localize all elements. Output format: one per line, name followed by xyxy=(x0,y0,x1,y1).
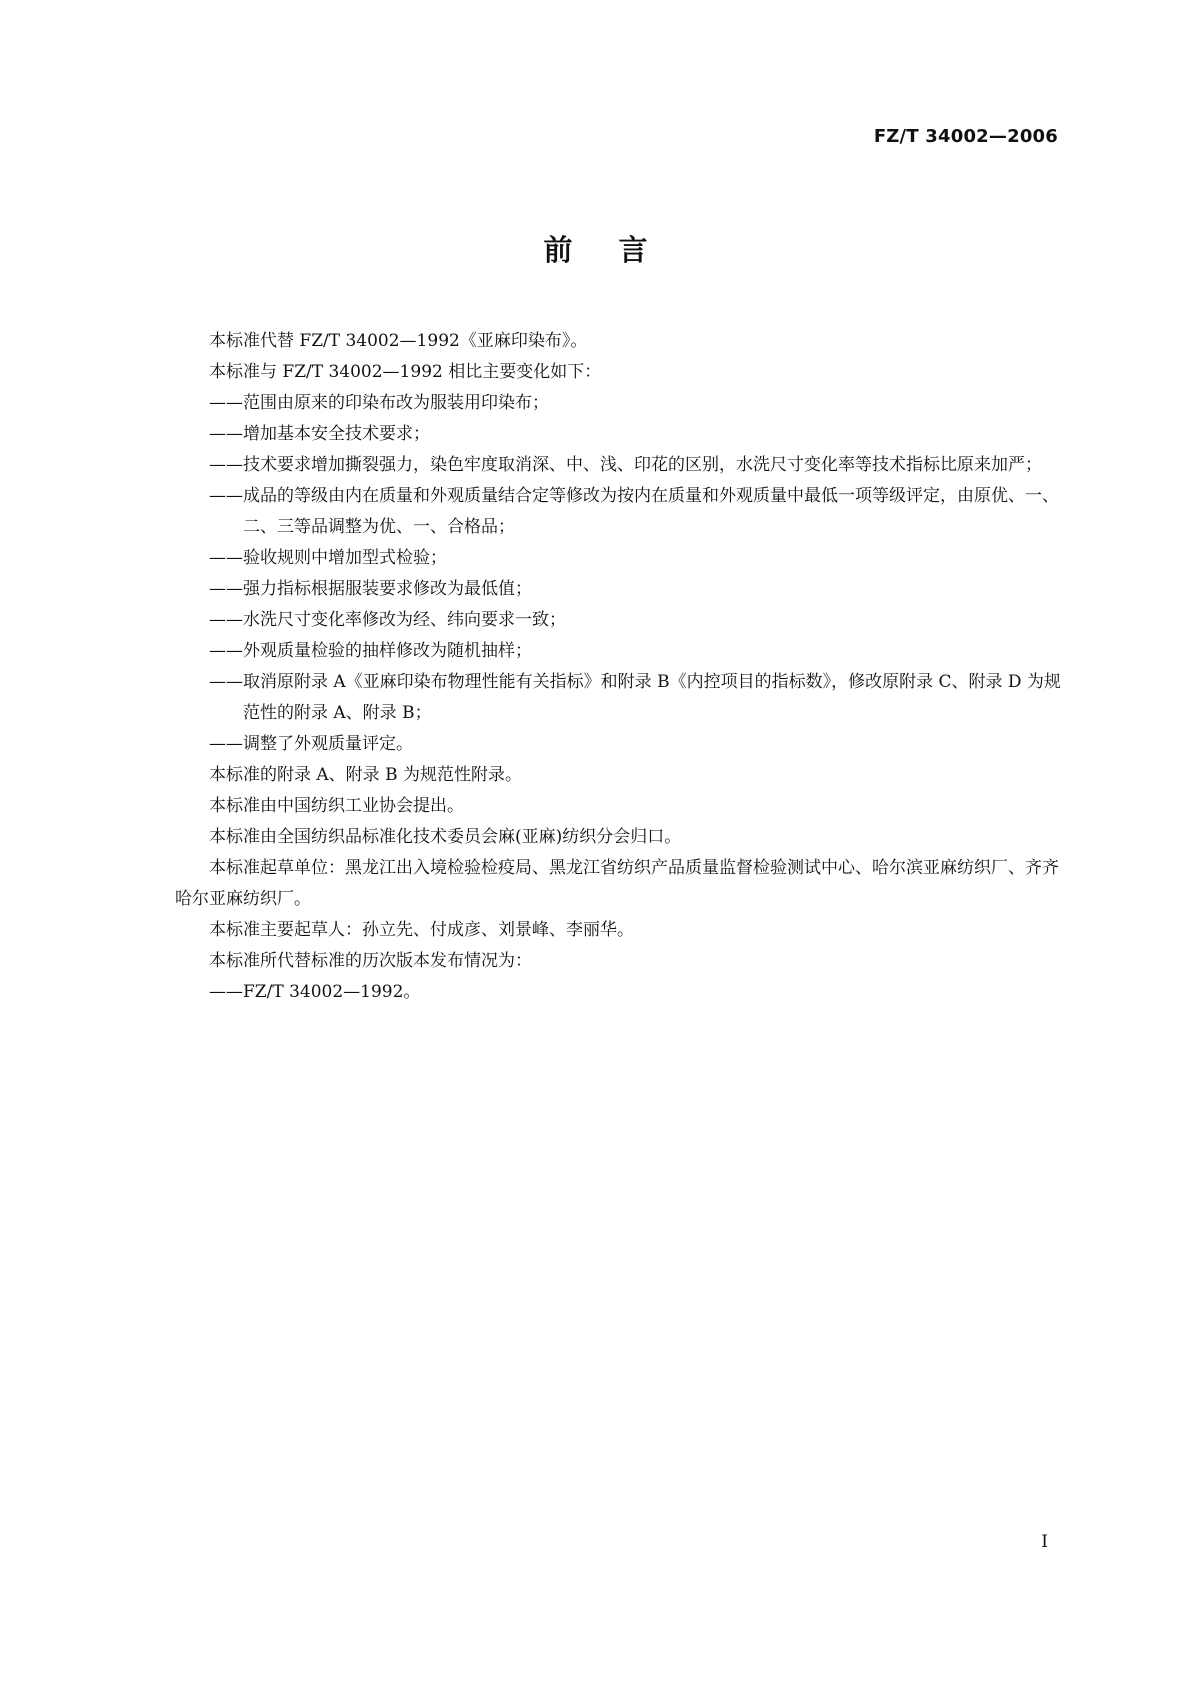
change-item-technical: ——技术要求增加撕裂强力，染色牢度取消深、中、浅、印花的区别，水洗尺寸变化率等技术指标比原来加严； xyxy=(209,455,1042,475)
change-item-wash: ——水洗尺寸变化率修改为经、纬向要求一致； xyxy=(209,610,566,630)
page-title: 前言 xyxy=(543,233,694,267)
paragraph-drafters: 本标准主要起草人：孙立先、付成彦、刘景峰、李丽华。 xyxy=(209,920,634,940)
change-item-scope: ——范围由原来的印染布改为服装用印染布； xyxy=(209,393,549,413)
history-item: ——FZ/T 34002—1992。 xyxy=(209,982,421,1002)
paragraph-proposer: 本标准由中国纺织工业协会提出。 xyxy=(209,796,464,816)
change-item-strength: ——强力指标根据服装要求修改为最低值； xyxy=(209,579,532,599)
page-number: I xyxy=(1041,1532,1048,1552)
change-item-type-test: ——验收规则中增加型式检验； xyxy=(209,548,447,568)
paragraph-committee: 本标准由全国纺织品标准化技术委员会麻(亚麻)纺织分会归口。 xyxy=(209,827,682,847)
change-item-appearance: ——调整了外观质量评定。 xyxy=(209,734,413,754)
paragraph-history-intro: 本标准所代替标准的历次版本发布情况为： xyxy=(209,951,532,971)
change-item-annex: ——取消原附录 A《亚麻印染布物理性能有关指标》和附录 B《内控项目的指标数》，修改原附录 C、附录 D 为规范性的附录 A、附录 B； xyxy=(209,672,1061,723)
change-item-safety: ——增加基本安全技术要求； xyxy=(209,424,430,444)
foreword-body xyxy=(175,326,1065,1008)
paragraph-annex-status: 本标准的附录 A、附录 B 为规范性附录。 xyxy=(209,765,522,785)
change-item-sampling: ——外观质量检验的抽样修改为随机抽样； xyxy=(209,641,532,661)
paragraph-changes-intro: 本标准与 FZ/T 34002—1992 相比主要变化如下： xyxy=(209,362,602,382)
document-code: FZ/T 34002—2006 xyxy=(873,126,1058,147)
paragraph-drafting-units: 本标准起草单位：黑龙江出入境检验检疫局、黑龙江省纺织产品质量监督检验测试中心、哈尔滨亚麻纺织厂、齐齐哈尔亚麻纺织厂。 xyxy=(175,858,1059,909)
change-item-grading: ——成品的等级由内在质量和外观质量结合定等修改为按内在质量和外观质量中最低一项等级评定，由原优、一、二、三等品调整为优、一、合格品； xyxy=(209,486,1059,537)
paragraph-replaces: 本标准代替 FZ/T 34002—1992《亚麻印染布》。 xyxy=(209,331,588,351)
